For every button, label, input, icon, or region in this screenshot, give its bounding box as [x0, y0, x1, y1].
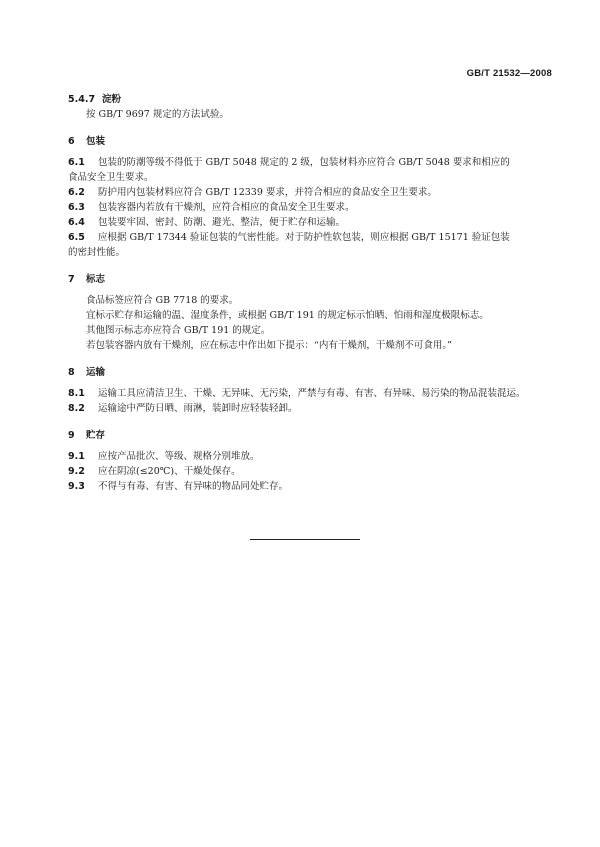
standard-code: GB/T 21532—2008 — [466, 68, 552, 79]
clause-text: 包装的防潮等级不得低于 GB/T 5048 规定的 2 级，包装材料亦应符合 GB/T 5048 要求和相应的 — [98, 157, 510, 168]
section-heading-9 — [68, 428, 558, 443]
marking-line: 食品标签应符合 GB 7718 的要求。 — [86, 295, 239, 306]
clause-number: 6.3 — [68, 202, 85, 213]
clause-number: 6.4 — [68, 217, 85, 228]
marking-line: 其他图示标志亦应符合 GB/T 191 的规定。 — [86, 325, 271, 336]
section-heading-8 — [68, 365, 558, 380]
clause-text: 应根据 GB/T 17344 验证包装的气密性能。对于防护性软包装，则应根据 GB/T 15171 验证包装 — [98, 232, 510, 243]
section-title: 标志 — [86, 274, 106, 285]
clause-number: 6.1 — [68, 157, 85, 168]
clause-8-1 — [68, 386, 558, 401]
clause-6-5 — [68, 230, 558, 245]
clause-number: 8.2 — [68, 403, 85, 414]
marking-line: 宜标示贮存和运输的温、湿度条件，或根据 GB/T 191 的规定标示怕晒、怕雨和湿度极限标志。 — [86, 310, 489, 321]
section-heading-5-4-7 — [68, 92, 558, 107]
clause-number: 8.1 — [68, 388, 85, 399]
clause-6-5-continued: 的密封性能。 — [68, 247, 126, 258]
clause-9-3 — [68, 479, 558, 494]
section-number: 6 — [68, 136, 75, 147]
end-rule-divider — [250, 539, 360, 540]
section-title: 包装 — [86, 136, 106, 147]
section-heading-7 — [68, 272, 558, 287]
clause-text: 运输工具应清洁卫生、干燥、无异味、无污染，严禁与有毒、有害、有异味、易污染的物品混装混运。 — [98, 388, 526, 399]
document-body — [68, 92, 558, 494]
section-title: 贮存 — [86, 430, 106, 441]
clause-number: 9.2 — [68, 466, 85, 477]
clause-6-1-continued: 食品安全卫生要求。 — [68, 172, 154, 183]
clause-6-3 — [68, 200, 558, 215]
clause-number: 6.5 — [68, 232, 85, 243]
clause-6-1 — [68, 155, 558, 170]
clause-text: 不得与有毒、有害、有异味的物品同处贮存。 — [98, 481, 289, 492]
clause-9-1 — [68, 449, 558, 464]
clause-6-2 — [68, 185, 558, 200]
section-number: 9 — [68, 430, 75, 441]
clause-text: 包装容器内若放有干燥剂，应符合相应的食品安全卫生要求。 — [98, 202, 355, 213]
section-title: 运输 — [86, 367, 106, 378]
clause-text: 应在阴凉(≤20℃)、干燥处保存。 — [98, 466, 241, 477]
clause-text: 包装要牢固、密封、防潮、避光、整洁，便于贮存和运输。 — [98, 217, 346, 228]
clause-number: 9.1 — [68, 451, 85, 462]
marking-line: 若包装容器内放有干燥剂，应在标志中作出如下提示：“内有干燥剂，干燥剂不可食用。” — [86, 340, 452, 351]
section-heading-6 — [68, 134, 558, 149]
clause-number: 9.3 — [68, 481, 85, 492]
clause-text: 运输途中严防日晒、雨淋，装卸时应轻装轻卸。 — [98, 403, 298, 414]
clause-9-2 — [68, 464, 558, 479]
clause-number: 6.2 — [68, 187, 85, 198]
clause-text: 应按产品批次、等级、规格分别堆放。 — [98, 451, 260, 462]
clause-6-4 — [68, 215, 558, 230]
section-number: 8 — [68, 367, 75, 378]
section-number: 5.4.7 — [68, 94, 96, 105]
section-title: 淀粉 — [102, 94, 122, 105]
clause-8-2 — [68, 401, 558, 416]
clause-text: 防护用内包装材料应符合 GB/T 12339 要求，并符合相应的食品安全卫生要求。 — [98, 187, 437, 198]
section-number: 7 — [68, 274, 75, 285]
section-body-5-4-7: 按 GB/T 9697 规定的方法试验。 — [86, 109, 229, 120]
